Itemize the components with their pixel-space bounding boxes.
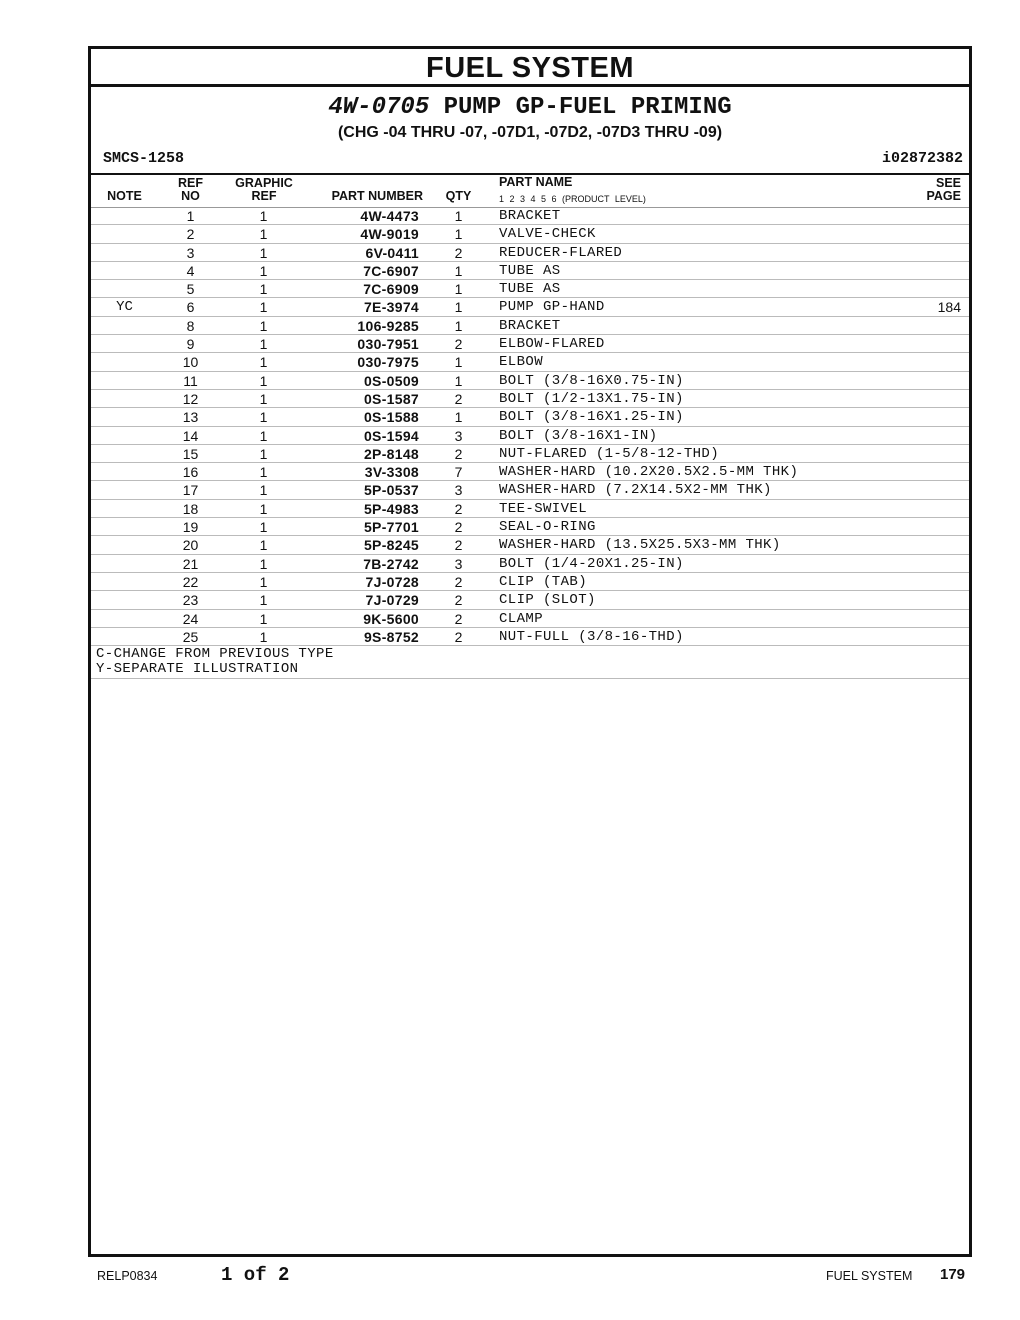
row-part-number: 7J-0728 — [365, 573, 419, 590]
row-ref-no: 8 — [186, 317, 195, 334]
table-row — [91, 481, 969, 499]
legend-separate-illustration-code: Y-SEPARATE ILLUSTRATION — [96, 661, 299, 677]
row-qty: 2 — [454, 573, 463, 590]
parts-list-frame — [88, 46, 972, 1257]
row-qty: 2 — [454, 519, 463, 536]
row-ref-no: 3 — [186, 244, 195, 261]
row-part-name: CLAMP — [499, 610, 544, 627]
row-part-number: 9S-8752 — [363, 628, 419, 645]
row-part-number: 5P-0537 — [363, 482, 419, 499]
row-qty: 1 — [454, 354, 463, 371]
product-level-scale: 1 2 3 4 5 6 (PRODUCT LEVEL) — [499, 194, 646, 204]
row-qty: 3 — [454, 482, 463, 499]
row-ref-no: 14 — [182, 427, 199, 444]
row-ref-no: 17 — [182, 482, 199, 499]
row-graphic-ref: 1 — [259, 555, 268, 572]
row-qty: 1 — [454, 372, 463, 389]
row-ref-no: 18 — [182, 500, 199, 517]
section-title: FUEL SYSTEM — [91, 49, 969, 87]
row-graphic-ref: 1 — [259, 226, 268, 243]
row-qty: 1 — [454, 226, 463, 243]
row-part-number: 2P-8148 — [363, 445, 419, 462]
table-row — [91, 591, 969, 609]
row-part-number: 5P-4983 — [363, 500, 419, 517]
row-part-name: BOLT (1/2-13X1.75-IN) — [499, 390, 684, 407]
row-part-number: 7J-0729 — [365, 592, 419, 609]
row-ref-no: 5 — [186, 281, 195, 298]
row-qty: 2 — [454, 244, 463, 261]
row-ref-no: 6 — [186, 299, 195, 316]
row-qty: 2 — [454, 336, 463, 353]
row-ref-no: 13 — [182, 409, 199, 426]
row-part-name: WASHER-HARD (10.2X20.5X2.5-MM THK) — [499, 464, 799, 481]
row-qty: 3 — [454, 555, 463, 572]
row-part-number: 7E-3974 — [363, 299, 419, 316]
row-part-number: 9K-5600 — [363, 610, 419, 627]
row-qty: 1 — [454, 281, 463, 298]
row-part-number: 0S-0509 — [363, 372, 419, 389]
row-ref-no: 9 — [186, 336, 195, 353]
column-header-ref-no: REF NO — [178, 176, 203, 203]
row-graphic-ref: 1 — [259, 208, 268, 224]
row-part-name: REDUCER-FLARED — [499, 244, 623, 261]
footer-section-name: FUEL SYSTEM — [826, 1269, 913, 1283]
row-ref-no: 24 — [182, 610, 199, 627]
row-part-number: 3V-3308 — [364, 464, 419, 481]
row-part-name: BOLT (3/8-16X0.75-IN) — [499, 372, 684, 389]
table-row — [91, 610, 969, 628]
column-header-note: NOTE — [107, 189, 142, 203]
row-graphic-ref: 1 — [259, 500, 268, 517]
row-ref-no: 22 — [182, 573, 199, 590]
table-row — [91, 408, 969, 426]
column-header-see-page: SEE PAGE — [926, 176, 961, 203]
row-part-name: BOLT (3/8-16X1.25-IN) — [499, 409, 684, 426]
row-part-name: CLIP (TAB) — [499, 573, 588, 590]
row-part-number: 5P-7701 — [363, 519, 419, 536]
table-row — [91, 280, 969, 298]
table-row — [91, 225, 969, 243]
row-ref-no: 23 — [182, 592, 199, 609]
row-graphic-ref: 1 — [259, 281, 268, 298]
column-header-qty: QTY — [445, 189, 472, 203]
row-qty: 1 — [454, 409, 463, 426]
row-graphic-ref: 1 — [259, 390, 268, 407]
row-qty: 2 — [454, 592, 463, 609]
row-part-number: 030-7951 — [357, 336, 419, 353]
row-qty: 2 — [454, 610, 463, 627]
table-row — [91, 317, 969, 335]
row-part-number: 5P-8245 — [363, 537, 419, 554]
row-part-name: SEAL-O-RING — [499, 519, 596, 536]
table-row — [91, 555, 969, 573]
row-qty: 2 — [454, 390, 463, 407]
row-part-number: 6V-0411 — [365, 244, 419, 261]
legend-change-code: C-CHANGE FROM PREVIOUS TYPE — [96, 646, 334, 662]
legend-divider — [91, 678, 969, 679]
row-part-number: 030-7975 — [357, 354, 419, 371]
row-part-number: 0S-1587 — [363, 390, 419, 407]
row-part-name: PUMP GP-HAND — [499, 299, 605, 316]
table-row — [91, 298, 969, 316]
row-graphic-ref: 1 — [259, 482, 268, 499]
table-row — [91, 573, 969, 591]
row-graphic-ref: 1 — [259, 592, 268, 609]
row-ref-no: 12 — [182, 390, 199, 407]
row-part-name: NUT-FLARED (1-5/8-12-THD) — [499, 445, 720, 462]
column-header-graphic-ref: GRAPHIC REF — [235, 176, 293, 203]
illustration-id: i02872382 — [881, 150, 963, 167]
row-qty: 7 — [454, 464, 463, 481]
row-ref-no: 15 — [182, 445, 199, 462]
row-part-name: CLIP (SLOT) — [499, 592, 596, 609]
row-graphic-ref: 1 — [259, 519, 268, 536]
row-graphic-ref: 1 — [259, 262, 268, 279]
table-row — [91, 445, 969, 463]
row-ref-no: 19 — [182, 519, 199, 536]
row-ref-no: 21 — [182, 555, 199, 572]
row-graphic-ref: 1 — [259, 573, 268, 590]
footer-document-id: RELP0834 — [97, 1269, 158, 1283]
row-ref-no: 2 — [186, 226, 195, 243]
row-graphic-ref: 1 — [259, 372, 268, 389]
parts-table-body — [91, 207, 969, 646]
row-graphic-ref: 1 — [259, 610, 268, 627]
row-qty: 1 — [454, 208, 463, 224]
row-ref-no: 11 — [183, 372, 198, 389]
row-part-number: 106-9285 — [357, 317, 419, 334]
table-row — [91, 335, 969, 353]
effectivity-range: (CHG -04 THRU -07, -07D1, -07D2, -07D3 THRU -09) — [337, 124, 723, 141]
row-qty: 1 — [454, 299, 463, 316]
row-graphic-ref: 1 — [259, 445, 268, 462]
row-part-number: 0S-1588 — [363, 409, 419, 426]
row-part-name: BRACKET — [499, 317, 561, 334]
row-qty: 1 — [454, 262, 463, 279]
row-part-name: WASHER-HARD (7.2X14.5X2-MM THK) — [499, 482, 772, 499]
row-graphic-ref: 1 — [259, 354, 268, 371]
table-row — [91, 372, 969, 390]
row-graphic-ref: 1 — [259, 464, 268, 481]
part-group-name: PUMP GP-FUEL PRIMING — [443, 94, 732, 121]
row-graphic-ref: 1 — [259, 244, 268, 261]
row-part-name: BRACKET — [499, 208, 561, 224]
row-graphic-ref: 1 — [259, 537, 268, 554]
row-ref-no: 10 — [182, 354, 199, 371]
row-note: YC — [116, 299, 133, 316]
row-part-name: WASHER-HARD (13.5X25.5X3-MM THK) — [499, 537, 781, 554]
row-part-number: 7C-6909 — [363, 281, 419, 298]
row-part-name: TUBE AS — [499, 262, 561, 279]
row-graphic-ref: 1 — [259, 427, 268, 444]
row-qty: 2 — [454, 537, 463, 554]
row-ref-no: 16 — [182, 464, 199, 481]
row-part-number: 7C-6907 — [363, 262, 419, 279]
row-part-number: 0S-1594 — [363, 427, 419, 444]
table-row — [91, 500, 969, 518]
row-graphic-ref: 1 — [259, 317, 268, 334]
row-ref-no: 25 — [182, 628, 199, 645]
table-row — [91, 463, 969, 481]
table-row — [91, 628, 969, 646]
table-row — [91, 427, 969, 445]
row-qty: 2 — [454, 500, 463, 517]
row-qty: 2 — [454, 445, 463, 462]
row-ref-no: 20 — [182, 537, 199, 554]
part-group-title — [91, 93, 969, 123]
row-part-number: 4W-4473 — [360, 208, 419, 224]
table-row — [91, 390, 969, 408]
row-graphic-ref: 1 — [259, 628, 268, 645]
part-group-number: 4W-0705 — [328, 94, 430, 121]
row-ref-no: 4 — [186, 262, 195, 279]
column-header-part-name: PART NAME — [499, 175, 573, 189]
row-part-name: NUT-FULL (3/8-16-THD) — [499, 628, 684, 645]
footer-page-number: 179 — [940, 1266, 966, 1283]
row-part-name: TUBE AS — [499, 281, 561, 298]
row-part-name: ELBOW-FLARED — [499, 336, 605, 353]
row-ref-no: 1 — [186, 208, 195, 224]
table-row — [91, 262, 969, 280]
row-part-name: VALVE-CHECK — [499, 226, 596, 243]
row-qty: 1 — [454, 317, 463, 334]
row-part-name: BOLT (3/8-16X1-IN) — [499, 427, 658, 444]
column-header-part-number: PART NUMBER — [331, 189, 423, 203]
row-part-name: TEE-SWIVEL — [499, 500, 588, 517]
table-row — [91, 536, 969, 554]
row-graphic-ref: 1 — [259, 409, 268, 426]
row-part-number: 4W-9019 — [360, 226, 419, 243]
row-see-page: 184 — [937, 299, 961, 316]
row-part-name: BOLT (1/4-20X1.25-IN) — [499, 555, 684, 572]
table-row — [91, 518, 969, 536]
row-graphic-ref: 1 — [259, 299, 268, 316]
footer-page-of: 1 of 2 — [221, 1264, 290, 1286]
row-graphic-ref: 1 — [259, 336, 268, 353]
table-row — [91, 244, 969, 262]
row-part-name: ELBOW — [499, 354, 544, 371]
row-qty: 3 — [454, 427, 463, 444]
table-row — [91, 207, 969, 225]
row-qty: 2 — [454, 628, 463, 645]
smcs-code: SMCS-1258 — [103, 150, 185, 167]
note-legend — [96, 647, 334, 677]
table-row — [91, 353, 969, 371]
row-part-number: 7B-2742 — [363, 555, 419, 572]
